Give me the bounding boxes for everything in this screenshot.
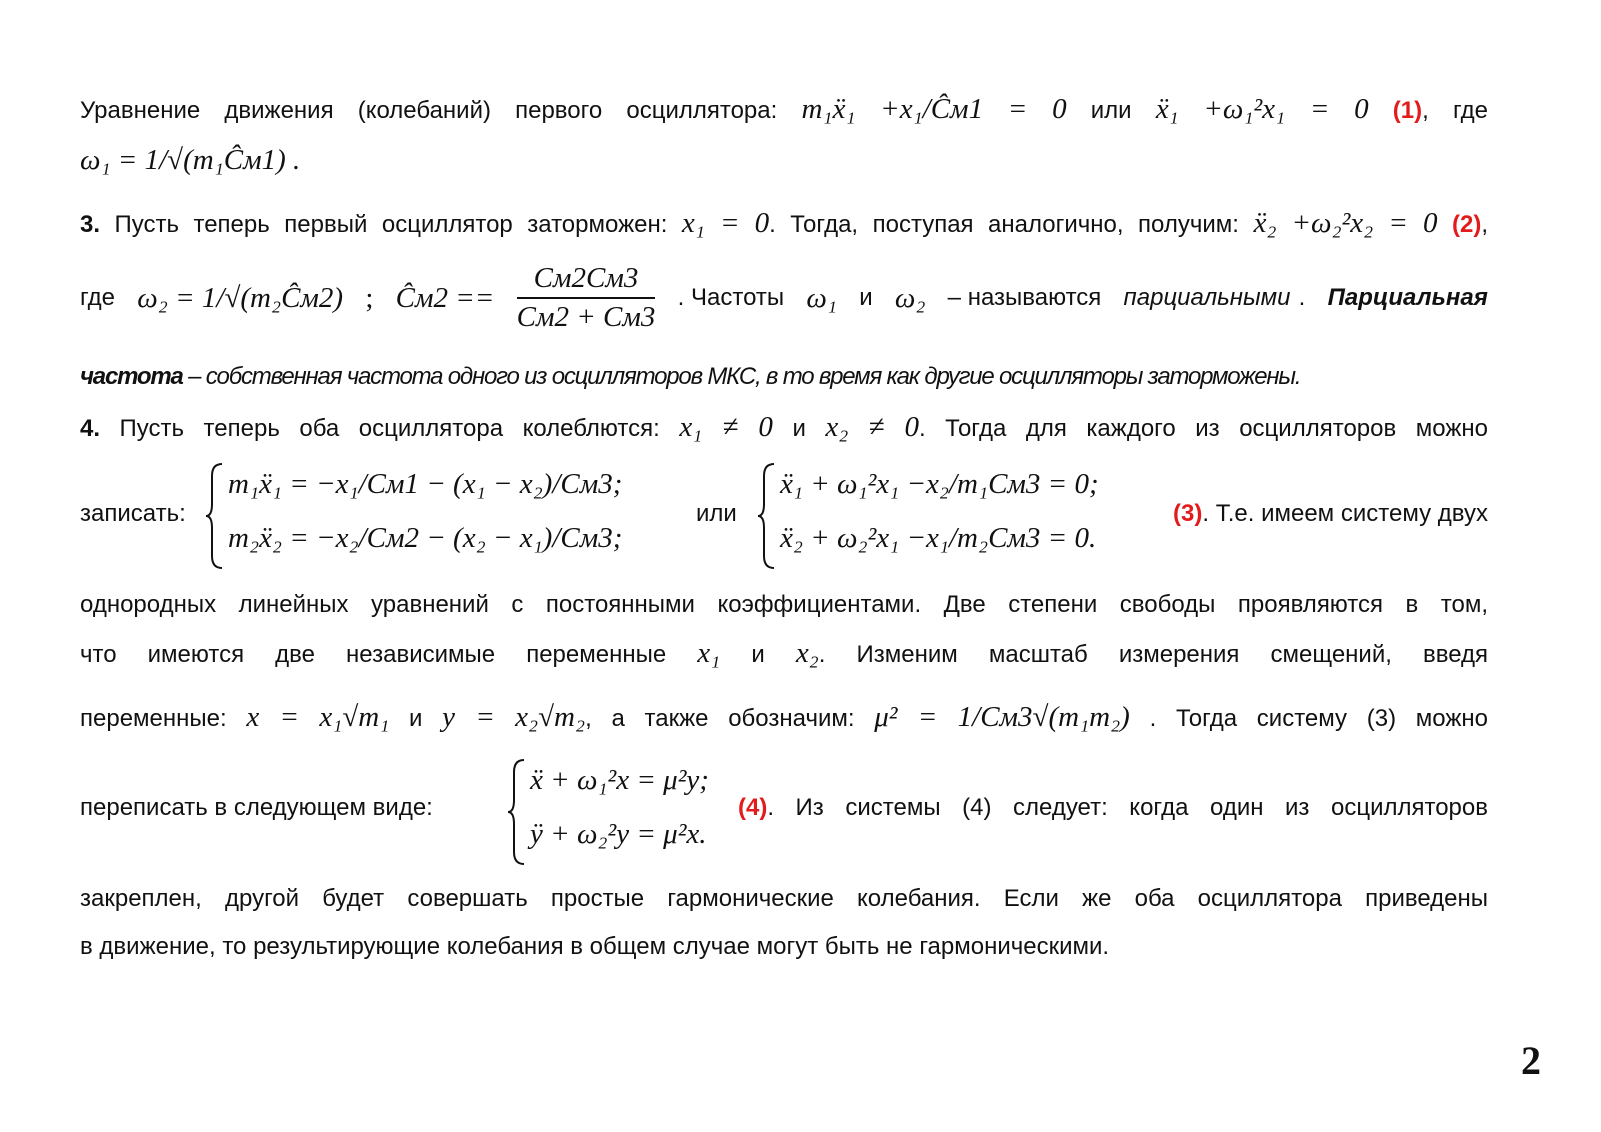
x1-symbol: x₁ (697, 637, 721, 669)
left-brace-icon (204, 462, 226, 570)
lead-text: Уравнение движения (колебаний) первого осциллятора: (80, 97, 778, 124)
line4-text-a: переменные: (80, 705, 227, 732)
equation-number-4: (4) (738, 794, 768, 821)
system-c (506, 758, 736, 866)
item-number-3: 3. (80, 211, 101, 238)
line3-text-b: . Изменим масштаб измерения смещений, введя (818, 641, 1489, 668)
system-a-row-1: m₁ẍ₁ = −x₁/Cм1 − (x₁ − x₂)/Cм3; (228, 468, 623, 500)
line4-and: и (409, 705, 423, 732)
write-text: записать: (80, 500, 186, 527)
equation-x2-nonzero: x₂ ≠ 0 (825, 411, 919, 443)
fraction-denominator: Cм2 + Cм3 (516, 301, 656, 333)
dot: . (1298, 284, 1306, 311)
and-text: и (859, 284, 873, 311)
fraction-cm2 (517, 262, 656, 334)
paragraph-oscillator-equation (80, 92, 1488, 128)
system-b-row-1: ẍ₁ + ω₁²x₁ −x₂/m₁Cм3 = 0; (780, 468, 1099, 500)
line-independent-variables (80, 636, 1488, 672)
p3-text-b: . Тогда, поступая аналогично, получим: (769, 211, 1239, 238)
equation-mu: μ² = 1/Cм3√(m₁m₂) (874, 701, 1130, 733)
p4-text-a: Пусть теперь оба осциллятора колеблются: (119, 415, 660, 442)
system-a (204, 462, 694, 570)
p3-text-d: – называются (947, 284, 1102, 311)
line-new-variables (80, 700, 1488, 736)
semicolon: ; (365, 281, 374, 314)
p4-text-c: . Т.е. имеем систему двух (1202, 500, 1488, 527)
omega2-line (80, 262, 1488, 334)
paragraph-4 (80, 410, 1488, 446)
equation-motion-1: m₁ẍ₁ +x₁/Ĉм1 = 0 (801, 93, 1067, 125)
equation-number-2: (2) (1452, 211, 1482, 238)
equation-y: y = x₂√m₂ (442, 701, 586, 733)
definition-text: – собственная частота одного из осцилляторов МКС, в то время как другие осцилляторы заторможены. (182, 363, 1301, 390)
or-text: или (1090, 97, 1132, 124)
paragraph-3 (80, 206, 1488, 242)
or-text-4: или (696, 500, 737, 527)
line3-and: и (751, 641, 765, 668)
p4-text-b: . Тогда для каждого из осцилляторов можно (918, 415, 1488, 442)
x2-symbol: x₂ (795, 637, 819, 669)
fraction-numerator: Cм2Cм3 (517, 262, 656, 299)
system-a-row-2: m₂ẍ₂ = −x₂/Cм2 − (x₂ − x₁)/Cм3; (228, 522, 623, 554)
left-brace-icon (506, 758, 528, 866)
line4-text-b: , а также обозначим: (585, 705, 855, 732)
line5-text-a: переписать в следующем виде: (80, 794, 433, 821)
equation-number-3: (3) (1173, 500, 1203, 527)
equation-x: x = x₁√m₁ (246, 701, 390, 733)
line-conclusion: в движение, то результирующие колебания в общем случае могут быть не гармоническими. (80, 933, 1110, 960)
omega1-symbol: ω₁ (806, 281, 837, 314)
where-text: , где (1422, 97, 1488, 124)
equation-cm2-lhs: Ĉм2 == (395, 281, 495, 314)
omega2-symbol: ω₂ (894, 281, 926, 314)
line3-text-a: что имеются две независимые переменные (80, 641, 667, 668)
system-b (756, 462, 1126, 570)
where-text-2: где (80, 284, 116, 311)
line-degrees-of-freedom: однородных линейных уравнений с постоянными коэффициентами. Две степени свободы проявляются в том, (80, 591, 1488, 618)
line4-text-c: . Тогда систему (3) можно (1149, 705, 1489, 732)
line-harmonic: закреплен, другой будет совершать простые гармонические колебания. Если же оба осциллятора приведены (80, 885, 1488, 912)
partial-term: парциальными (1123, 284, 1291, 311)
system-c-row-1: ẍ + ω₁²x = μ²y; (530, 764, 709, 796)
equation-number-1: (1) (1392, 97, 1423, 124)
page-number: 2 (1521, 1038, 1541, 1083)
left-brace-icon (756, 462, 778, 570)
system-c-row-2: ÿ + ω₂²y = μ²x. (530, 818, 707, 850)
equation-omega1: ω₁ = 1/√(m₁Ĉм1) . (80, 144, 301, 176)
comma: , (1481, 211, 1489, 238)
system-b-row-2: ẍ₂ + ω₂²x₁ −x₁/m₂Cм3 = 0. (780, 522, 1097, 554)
definition-term-part1: Парциальная (1327, 284, 1488, 311)
equation-omega2: ω₂ = 1/√(m₂Ĉм2) (137, 281, 344, 314)
p3-text-c: . Частоты (677, 284, 785, 311)
equation-1: ẍ₁ +ω₁²x₁ = 0 (1155, 93, 1369, 125)
definition-line (80, 363, 1488, 391)
p3-text-a: Пусть теперь первый осциллятор заторможен: (114, 211, 668, 238)
equation-x1-nonzero: x₁ ≠ 0 (679, 411, 773, 443)
item-number-4: 4. (80, 415, 101, 442)
and-text-4: и (792, 415, 806, 442)
equation-x1-zero: x₁ = 0 (681, 207, 770, 239)
line5-tail (738, 794, 1488, 822)
definition-term-part2: частота (80, 363, 183, 390)
system-3-tail (1130, 500, 1488, 528)
line5-text-b: . Из системы (4) следует: когда один из осцилляторов (767, 794, 1488, 821)
equation-2: ẍ₂ +ω₂²x₂ = 0 (1253, 207, 1438, 239)
